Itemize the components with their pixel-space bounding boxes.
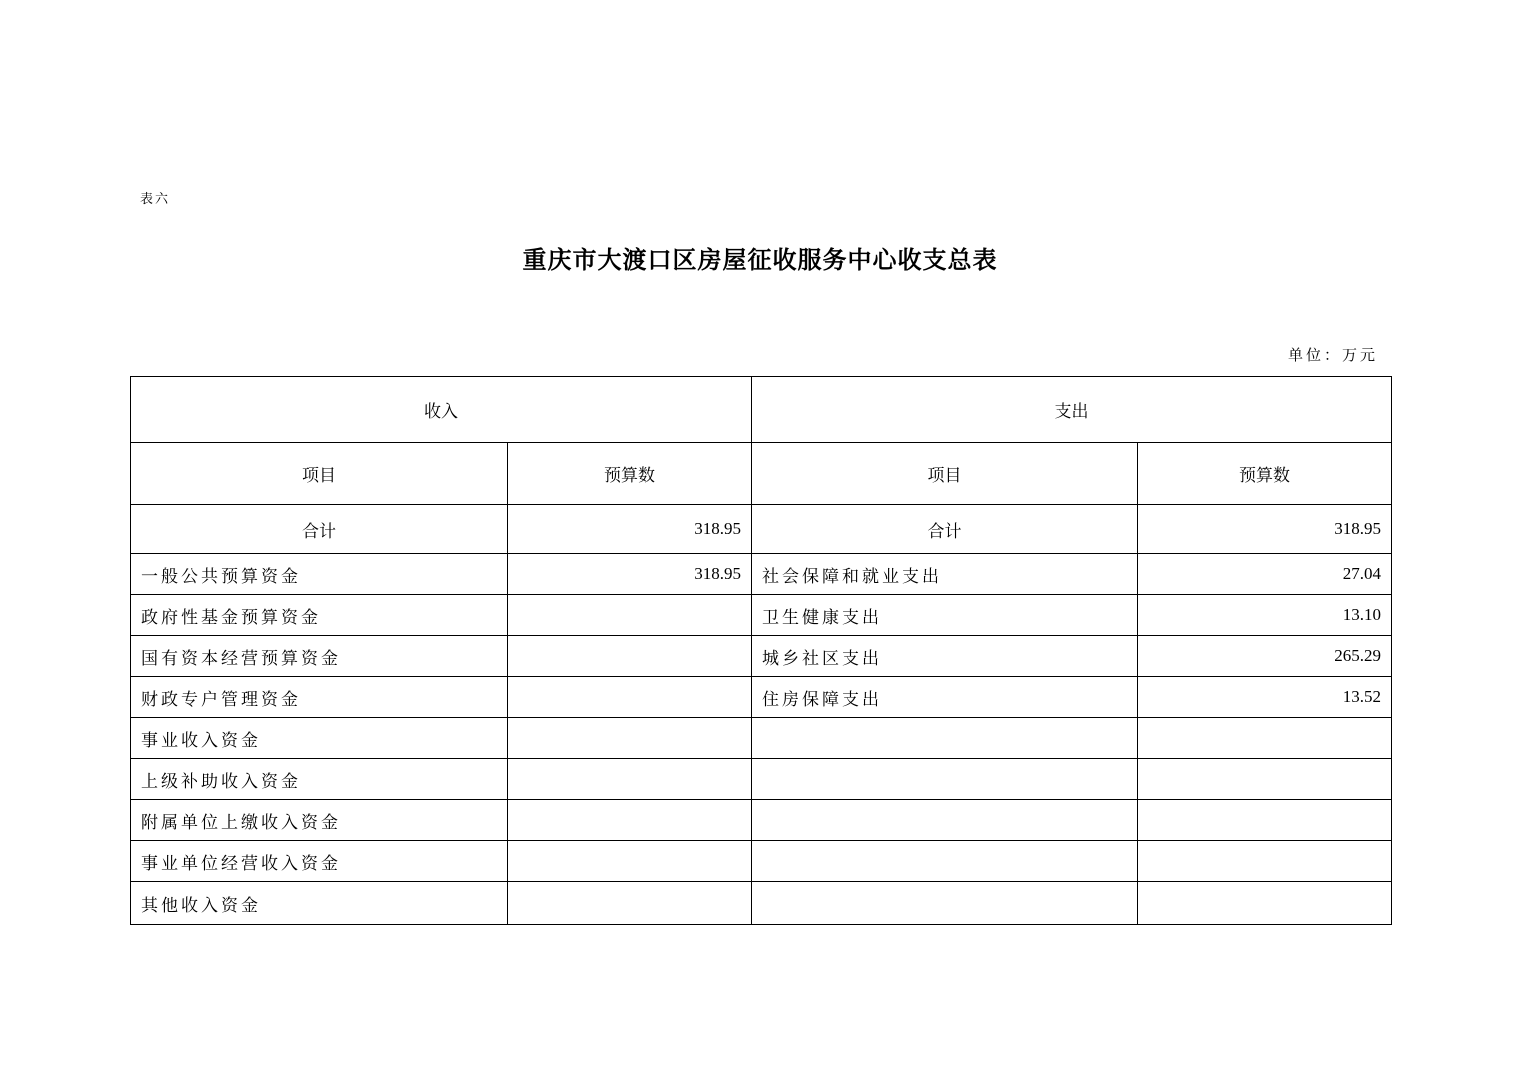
income-item: 政府性基金预算资金 [131,595,508,636]
income-value [508,759,752,800]
income-item: 附属单位上缴收入资金 [131,800,508,841]
income-item: 其他收入资金 [131,882,508,925]
income-value [508,595,752,636]
table-row [131,636,1392,677]
expense-value [1138,882,1392,925]
expense-item: 社会保障和就业支出 [752,554,1138,595]
income-item: 一般公共预算资金 [131,554,508,595]
income-total-label: 合计 [131,505,508,554]
income-item: 事业单位经营收入资金 [131,841,508,882]
income-item: 财政专户管理资金 [131,677,508,718]
table-row [131,718,1392,759]
table-row [131,554,1392,595]
expense-item [752,718,1138,759]
column-header-row [131,443,1392,505]
expense-item [752,759,1138,800]
income-item-header: 项目 [131,443,508,505]
page-title: 重庆市大渡口区房屋征收服务中心收支总表 [522,245,998,274]
total-row [131,505,1392,554]
expense-value [1138,759,1392,800]
income-budget-header: 预算数 [508,443,752,505]
expense-total-value: 318.95 [1138,505,1392,554]
table-label: 表六 [140,192,171,207]
income-value: 318.95 [508,554,752,595]
table-row [131,841,1392,882]
expense-value [1138,800,1392,841]
table-row [131,882,1392,925]
income-item: 国有资本经营预算资金 [131,636,508,677]
income-item: 上级补助收入资金 [131,759,508,800]
expense-value: 265.29 [1138,636,1392,677]
table-row [131,677,1392,718]
expense-item-header: 项目 [752,443,1138,505]
expense-item [752,841,1138,882]
expense-value: 13.52 [1138,677,1392,718]
expense-value [1138,718,1392,759]
income-value [508,841,752,882]
expense-header: 支出 [752,377,1392,443]
expense-item: 住房保障支出 [752,677,1138,718]
income-value [508,718,752,759]
expense-total-label: 合计 [752,505,1138,554]
income-header: 收入 [131,377,752,443]
expense-budget-header: 预算数 [1138,443,1392,505]
expense-item [752,882,1138,925]
table-row [131,759,1392,800]
table-row [131,800,1392,841]
expense-item [752,800,1138,841]
section-header-row [131,377,1392,443]
expense-item: 卫生健康支出 [752,595,1138,636]
expense-value: 27.04 [1138,554,1392,595]
expense-value [1138,841,1392,882]
budget-summary-table [130,376,1392,925]
income-value [508,677,752,718]
income-value [508,636,752,677]
income-value [508,882,752,925]
expense-value: 13.10 [1138,595,1392,636]
table-row [131,595,1392,636]
income-value [508,800,752,841]
unit-label: 单位：万元 [1287,346,1378,364]
income-total-value: 318.95 [508,505,752,554]
expense-item: 城乡社区支出 [752,636,1138,677]
income-item: 事业收入资金 [131,718,508,759]
